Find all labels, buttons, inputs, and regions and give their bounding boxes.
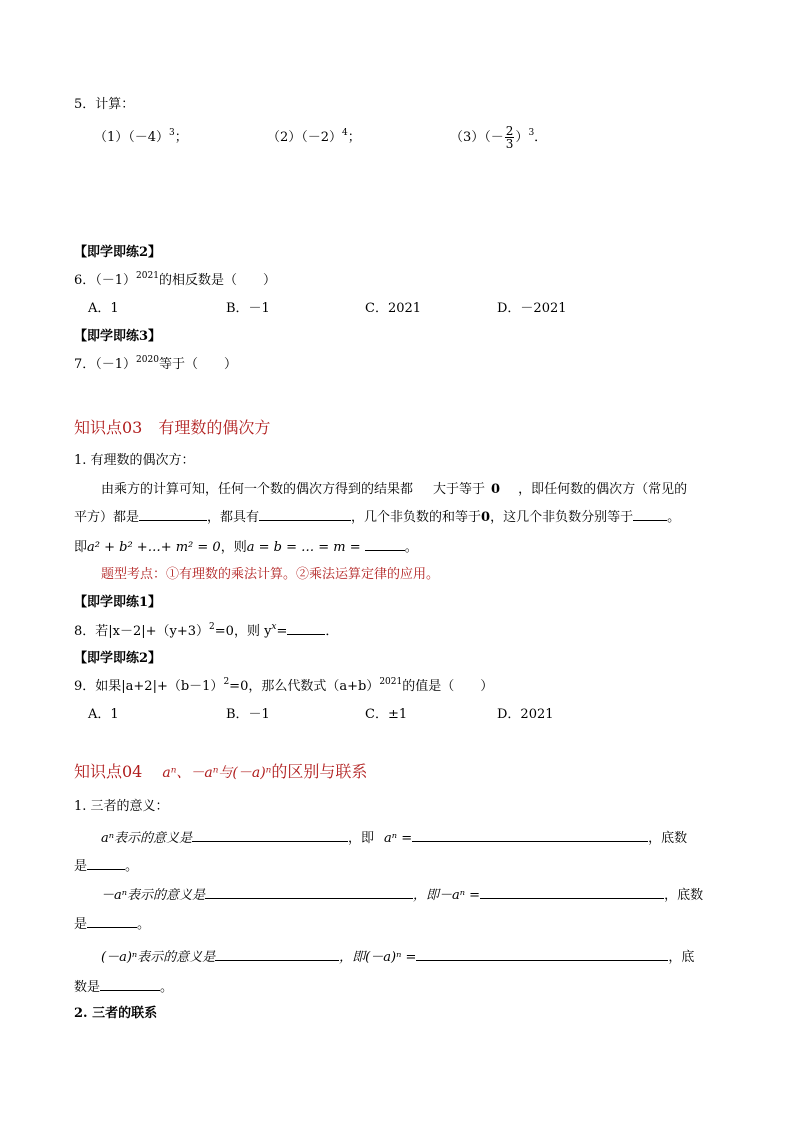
q5-part1-end: ；	[174, 130, 188, 145]
kp04-l1-f: 。	[125, 859, 139, 874]
kp03-p3-formula2: a = b = … = m =	[246, 540, 361, 555]
q8-exp: 2	[209, 622, 215, 632]
kp04-l1-a: aⁿ表示的意义是	[101, 831, 193, 846]
answer-blank[interactable]	[259, 508, 351, 521]
kp03-p2-f: 。	[667, 510, 681, 525]
q8-text-b: =0，则 y	[214, 624, 272, 639]
kp03-paragraph-2	[74, 508, 680, 527]
kp04-line-2	[101, 886, 703, 905]
q9-text-c: 的值是（ ）	[402, 679, 494, 694]
q6-option-c[interactable]: C．2021	[365, 301, 422, 316]
q9-option-b[interactable]: B．－1	[226, 707, 270, 722]
kp04-suffix: 的区别与联系	[271, 762, 368, 781]
kp04-line-1b	[74, 857, 138, 876]
kp04-formula: aⁿ、－aⁿ与(－a)ⁿ	[162, 765, 272, 781]
kp03-paragraph-1	[101, 481, 687, 499]
answer-blank[interactable]	[139, 508, 207, 521]
q5-part2	[267, 129, 361, 147]
q6-stem	[74, 272, 276, 290]
kp04-line-3	[101, 948, 694, 967]
q7-text-a: 7．（－1）	[74, 357, 137, 372]
q5-part1	[94, 129, 188, 147]
q5-part3-exp: 3	[528, 128, 535, 138]
answer-blank[interactable]	[633, 508, 667, 521]
kp03-p2-e: ，这几个非负数分别等于	[490, 510, 634, 525]
kp04-l1-d: ，底数	[648, 831, 688, 846]
q6-option-a[interactable]: A．1	[88, 301, 119, 316]
q6-option-d[interactable]: D．－2021	[497, 301, 567, 316]
section-heading-kp03: 知识点03 有理数的偶次方	[74, 418, 271, 437]
kp04-subheading-2: 2. 三者的联系	[74, 1006, 158, 1021]
practice-heading: 【即学即练2】	[74, 651, 162, 666]
kp03-p2-c: ，几个非负数的和等于	[351, 510, 482, 525]
kp04-l1-b: ，即	[348, 831, 375, 846]
q7-text-b: 等于（ ）	[158, 357, 237, 372]
kp04-line-2b	[74, 915, 150, 934]
kp04-l3-f: 。	[160, 980, 174, 995]
answer-blank[interactable]	[87, 915, 137, 928]
kp03-topic-note: 题型考点：①有理数的乘法计算。②乘法运算定律的应用。	[101, 567, 440, 582]
q5-part2-text: （2）（－2）	[267, 130, 343, 145]
q8-stem	[74, 622, 338, 641]
section-heading-kp04	[74, 761, 367, 784]
q5-label: 5．计算：	[74, 97, 135, 112]
kp04-line-1	[101, 829, 687, 848]
q5-fraction-numerator: 2	[505, 124, 514, 138]
answer-blank[interactable]	[215, 948, 339, 961]
kp04-l1-e: 是	[74, 859, 88, 874]
q9-text-a: 9．如果|a+2|+（b－1）	[74, 679, 224, 694]
q5-part1-text: （1）（－4）	[94, 130, 170, 145]
q5-part3-end: ．	[534, 130, 548, 145]
kp04-subheading: 1. 三者的意义：	[74, 799, 169, 814]
q5-part2-end: ；	[347, 130, 361, 145]
q6-option-b[interactable]: B．－1	[226, 301, 270, 316]
kp03-p3-c: 。	[404, 540, 418, 555]
kp03-p2-b: ，都具有	[207, 510, 260, 525]
q6-text-a: 6．（－1）	[74, 273, 137, 288]
kp04-l3-e: 数是	[74, 980, 101, 995]
q5-part3-close: ）	[515, 130, 529, 145]
q8-text-c: =	[276, 624, 288, 639]
kp04-l2-b: ，即－aⁿ =	[413, 888, 481, 903]
q5-fraction	[505, 125, 515, 150]
kp03-p1-d: ，即任何数的偶次方（常见的	[518, 482, 688, 497]
answer-blank[interactable]	[287, 622, 325, 635]
answer-blank[interactable]	[100, 978, 160, 991]
answer-blank[interactable]	[192, 829, 348, 842]
kp04-l2-f: 。	[137, 917, 151, 932]
kp03-p3-formula: a² + b² +…+ m² = 0	[87, 540, 221, 555]
kp04-prefix: 知识点04	[74, 762, 143, 781]
q6-exp: 2021	[136, 271, 159, 281]
kp04-l2-a: －aⁿ表示的意义是	[101, 888, 206, 903]
q8-text-a: 8．若|x－2|+（y+3）	[74, 624, 210, 639]
kp03-p3-b: ，则	[220, 540, 247, 555]
kp03-p1-b: 大于等于	[433, 482, 486, 497]
q5-fraction-denominator: 3	[505, 137, 514, 151]
kp04-line-3b	[74, 978, 173, 997]
q9-option-d[interactable]: D．2021	[497, 707, 554, 722]
kp04-l2-e: 是	[74, 917, 88, 932]
kp03-p2-d: 0	[481, 510, 491, 525]
q9-stem	[74, 678, 493, 696]
q9-exp2: 2021	[379, 677, 403, 687]
answer-blank[interactable]	[416, 948, 668, 961]
q5-part3	[450, 124, 547, 152]
kp03-p1-c: 0	[491, 482, 501, 497]
kp04-l2-d: ，底数	[664, 888, 704, 903]
kp03-subheading: 1. 有理数的偶次方：	[74, 453, 195, 468]
q5-part3-text: （3）（－	[450, 130, 504, 145]
answer-blank[interactable]	[87, 857, 125, 870]
answer-blank[interactable]	[480, 886, 664, 899]
q5-part1-exp: 3	[169, 128, 175, 138]
q7-exp: 2020	[136, 355, 159, 365]
kp03-p2-a: 平方）都是	[74, 510, 140, 525]
q5-part2-exp: 4	[342, 128, 348, 138]
kp03-paragraph-3	[74, 538, 418, 557]
q7-stem	[74, 356, 237, 374]
practice-heading: 【即学即练1】	[74, 595, 162, 610]
kp04-l1-c: aⁿ =	[384, 831, 413, 846]
q6-text-b: 的相反数是（ ）	[158, 273, 276, 288]
kp04-l3-d: ，底	[668, 950, 695, 965]
q9-text-b: =0，那么代数式（a+b）	[229, 679, 380, 694]
q9-exp: 2	[223, 677, 230, 687]
q9-option-c[interactable]: C．±1	[365, 707, 408, 722]
practice-heading: 【即学即练2】	[74, 245, 162, 260]
kp04-l3-b: ，即(－a)ⁿ =	[339, 950, 417, 965]
answer-blank[interactable]	[365, 538, 405, 551]
kp03-p1-a: 由乘方的计算可知，任何一个数的偶次方得到的结果都	[101, 482, 414, 497]
answer-blank[interactable]	[205, 886, 413, 899]
q8-exp2: x	[271, 622, 277, 632]
answer-blank[interactable]	[412, 829, 648, 842]
practice-heading: 【即学即练3】	[74, 329, 162, 344]
kp04-l3-a: (－a)ⁿ表示的意义是	[101, 950, 216, 965]
q8-text-d: ．	[325, 624, 339, 639]
q9-option-a[interactable]: A．1	[88, 707, 119, 722]
kp03-p3-a: 即	[74, 540, 88, 555]
